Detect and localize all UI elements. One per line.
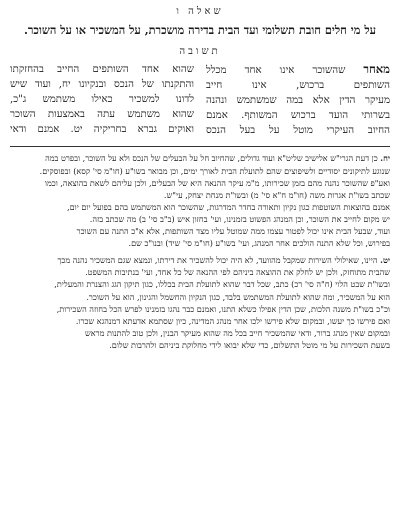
footnote-line: הוא על המשכיר, ומה שהוא לתועלת המשתמש בלבד, כגון הנקיון והחשמל והגינון, הוא על השוכר.: [86, 291, 390, 302]
footnote-line: אמנם בהוצאות השוטפות כגון נקיון ותאורה בחדר המדרגות, שהשוכר הוא המשתמש בהם בפועל יום יום,: [67, 201, 390, 212]
footnote-18: [10, 152, 390, 249]
footnote-line: ואם פירשו כך יעשו, ובמקום שלא פירשו ילכו אחר מנהג המדינה, כיון שסתמא אדעתא דמנהגא שכרו.: [75, 315, 390, 326]
footnote-line: ובשו"ת שבט הלוי (ח"ה סי' רכ) כתב, שכל דבר שהוא לתועלת הבית בכללו, כגון תיקון הגג והצנרת והמעלית,: [54, 279, 390, 290]
footnote-line: בשעת השכירות על מי מוטל התשלום, כדי שלא יבואו לידי מחלוקת ביניהם ולהרבות שלום.: [109, 339, 390, 350]
question-title: על מי חלים חובת תשלומי ועד הבית בדירה מושכרת, על המשכיר או על השוכר.: [23, 23, 377, 37]
left-column: [10, 62, 194, 138]
question-number: שאלה ו: [176, 6, 224, 17]
footnote-line: ועוד, שבעל הבית אינו יכול לפטור עצמו ממה שמוטל עליו מצד השותפות, אלא א"כ התנה עם השוכר: [76, 226, 390, 237]
footnote-label: יט.: [380, 255, 390, 266]
right-column: [206, 62, 390, 138]
answer-body: [10, 62, 390, 138]
right-column-line: החיוב העיקרי מוטל על בעל הנכס: [206, 125, 390, 137]
footnote-line: יח. כן דעת הגרי"ש אלישיב שליט"א ועוד גדולים, שהחיוב חל על הבעלים של הנכס ולא על השוכר, ובפרט במה: [45, 153, 390, 164]
footnote-line: ואע"פ שהשוכר נהנה מהם בזמן שכירותו, מ"מ עיקר ההנאה היא של הבעלים, ולכן עליהם לשאת בהוצאה, וכמו: [44, 177, 390, 188]
right-column-line: בשרותי הועד ברכוש המשותף. אמנם: [206, 110, 390, 122]
left-column-line: שהוא משתמש עתה באמצעות השוכר: [10, 109, 194, 121]
answer-heading: תשובה: [179, 46, 221, 57]
footnote-19: [10, 254, 390, 351]
footnote-line: שנוגע לתיקונים יסודיים ולשיפוצים שהם לתועלת הבית לאורך ימים, וכן מבואר בשו"ע (חו"מ סי' קסא) ובפוסקים.: [39, 165, 390, 176]
footnote-line: שהבית מתוחזק, ולכן יש לחלק את ההוצאה ביניהם לפי ההנאה של כל אחד, ועי' בנתיבות המשפט.: [85, 267, 390, 278]
footnote-line: ובמקום שאין מנהג ברור, ודאי שהמשכיר חייב בכל מה שהוא מעיקר הבנין, ולכן טוב להתנות מראש: [85, 327, 390, 338]
left-column-line: והתקנתו של הנכס ובנקיונו יח, ועוד שיש: [10, 79, 194, 91]
right-column-line: השותפים ברכוש, אינו חייב: [206, 80, 390, 92]
footnote-line: שכתב בשו"ת אגרות משה (חו"מ ח"א סי' מ) ובשו"ת מנחת יצחק, עי"ש.: [163, 189, 390, 200]
footnote-line: יט. היינו, שאילולי השירות שמקבל מהוועד, לא היה יכול להשכיר את דירתו, ונמצא שגם המשכיר נהנה מכך: [57, 255, 390, 266]
footnote-line: יש מקום לחייב את השוכר, וכן המנהג הפשוט בזמנינו, ועי' בחזון איש (ב"ב סי' ב) מה שכתב בזה.: [89, 213, 390, 224]
footnote-label: יח.: [380, 153, 390, 164]
left-column-line: ואוקים גברא בחריקיה יט. אמנם ודאי: [10, 124, 194, 136]
footnote-divider: [10, 146, 390, 147]
lead-word: מאחר: [363, 62, 390, 76]
footnote-line: וכ"כ בשו"ת משנה הלכות, שכן הדין אפילו כשלא התנו, ואמנם כבר נהגו בזמנינו לפרש הכל בחוזה השכירות,: [56, 303, 390, 314]
right-column-line: מאחר שהשוכר אינו אחד מכלל: [206, 62, 390, 76]
footnote-line: בפירוש, וכל שלא התנה הולכים אחר המנהג, ועי' בשו"ע (חו"מ סי' שיד) ובנו"כ שם.: [128, 238, 390, 249]
footnotes: [10, 152, 390, 351]
right-column-line: מעיקר הדין אלא במה שמשתמש ונהנה: [206, 95, 390, 107]
left-column-line: שהוא אחד השותפים החייב בהחזקתו: [10, 64, 194, 75]
left-column-line: לדונו למשכיר כאילו משתמש ג"כ,: [10, 94, 194, 106]
